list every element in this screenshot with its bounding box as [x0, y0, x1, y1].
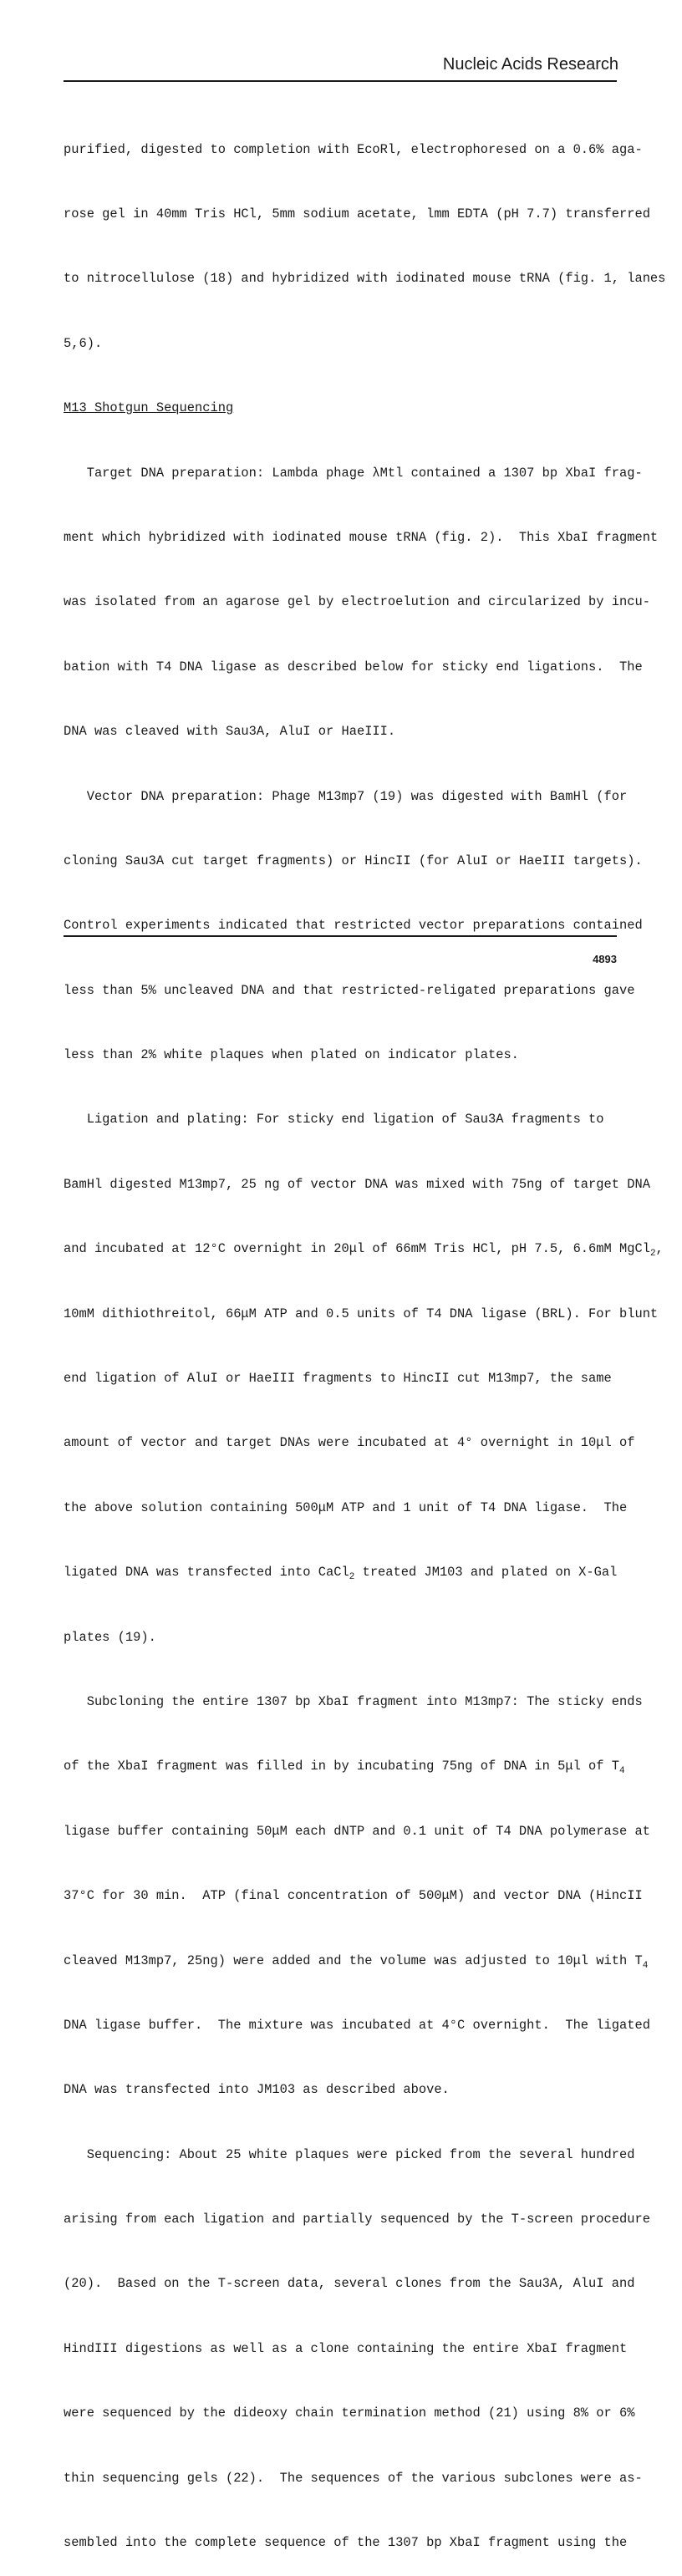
text-line: plates (19).: [64, 1629, 156, 1645]
subscript: 2: [349, 1572, 355, 1583]
text-line: [64, 1756, 625, 1778]
text-line: bation with T4 DNA ligase as described below for sticky end ligations. The: [64, 659, 643, 675]
page-number: 4893: [593, 953, 617, 965]
text-segment: treated JM103 and plated on X-Gal: [354, 1565, 618, 1581]
subscript: 4: [642, 1960, 649, 1971]
text-line: end ligation of AluI or HaeIII fragments to HincII cut M13mp7, the same: [64, 1371, 612, 1387]
text-line: 10mM dithiothreitol, 66μM ATP and 0.5 units of T4 DNA ligase (BRL). For blunt: [64, 1306, 659, 1321]
text-line: [64, 1239, 664, 1260]
text-line: Target DNA preparation: Lambda phage λMtl contained a 1307 bp XbaI frag-: [64, 465, 643, 481]
text-line: to nitrocellulose (18) and hybridized with iodinated mouse tRNA (fig. 1, lanes: [64, 271, 666, 287]
text-line: [64, 1951, 649, 1973]
text-line: purified, digested to completion with EcoRl, electrophoresed on a 0.6% aga-: [64, 141, 643, 157]
text-line: DNA was transfected into JM103 as described above.: [64, 2082, 450, 2098]
subscript: 2: [649, 1249, 656, 1260]
text-line: BamHl digested M13mp7, 25 ng of vector DNA was mixed with 75ng of target DNA: [64, 1176, 650, 1192]
header-rule: [64, 80, 617, 82]
text-line: Sequencing: About 25 white plaques were picked from the several hundred: [64, 2146, 635, 2162]
text-line: ligase buffer containing 50μM each dNTP and 0.1 unit of T4 DNA polymerase at: [64, 1823, 650, 1839]
text-line: DNA was cleaved with Sau3A, AluI or HaeIII.: [64, 724, 396, 740]
text-line: Vector DNA preparation: Phage M13mp7 (19) was digested with BamHl (for: [64, 788, 628, 804]
text-line: amount of vector and target DNAs were incubated at 4° overnight in 10μl of: [64, 1435, 635, 1451]
subscript: 4: [618, 1766, 625, 1777]
text-segment: ,: [655, 1241, 664, 1257]
footer-rule: [64, 935, 617, 937]
text-line: HindIII digestions as well as a clone containing the entire XbaI fragment: [64, 2340, 628, 2356]
section-heading: M13 Shotgun Sequencing: [64, 400, 234, 416]
text-line: 37°C for 30 min. ATP (final concentration of 500μM) and vector DNA (HincII: [64, 1888, 643, 1904]
text-segment: of the XbaI fragment was filled in by incubating 75ng of DNA in 5μl of T: [64, 1759, 619, 1774]
text-line: arising from each ligation and partially sequenced by the T-screen procedure: [64, 2212, 650, 2227]
text-line: Control experiments indicated that restricted vector preparations contained: [64, 918, 643, 934]
text-segment: ligated DNA was transfected into CaCl: [64, 1565, 349, 1581]
text-line: less than 2% white plaques when plated on indicator plates.: [64, 1047, 519, 1063]
text-line: ment which hybridized with iodinated mouse tRNA (fig. 2). This XbaI fragment: [64, 529, 659, 545]
text-line: cloning Sau3A cut target fragments) or HincII (for AluI or HaeIII targets).: [64, 853, 643, 868]
text-line: the above solution containing 500μM ATP and 1 unit of T4 DNA ligase. The: [64, 1499, 628, 1515]
text-line: [64, 1562, 617, 1584]
text-line: 5,6).: [64, 335, 103, 351]
text-line: Ligation and plating: For sticky end ligation of Sau3A fragments to: [64, 1112, 604, 1128]
text-line: Subcloning the entire 1307 bp XbaI fragment into M13mp7: The sticky ends: [64, 1693, 643, 1709]
text-line: were sequenced by the dideoxy chain termination method (21) using 8% or 6%: [64, 2405, 635, 2421]
journal-title: Nucleic Acids Research: [442, 55, 618, 74]
text-segment: and incubated at 12°C overnight in 20μl of 66mM Tris HCl, pH 7.5, 6.6mM MgCl: [64, 1241, 650, 1257]
text-line: sembled into the complete sequence of the 1307 bp XbaI fragment using the: [64, 2535, 628, 2551]
text-line: was isolated from an agarose gel by electroelution and circularized by incu-: [64, 594, 650, 610]
text-line: (20). Based on the T-screen data, several clones from the Sau3A, AluI and: [64, 2276, 635, 2292]
text-segment: cleaved M13mp7, 25ng) were added and the volume was adjusted to 10μl with T: [64, 1952, 643, 1968]
text-line: less than 5% uncleaved DNA and that restricted-religated preparations gave: [64, 982, 635, 998]
text-line: DNA ligase buffer. The mixture was incubated at 4°C overnight. The ligated: [64, 2017, 650, 2033]
text-line: thin sequencing gels (22). The sequences of the various subclones were as-: [64, 2470, 643, 2486]
text-line: rose gel in 40mm Tris HCl, 5mm sodium acetate, lmm EDTA (pH 7.7) transferred: [64, 206, 650, 221]
body-text: [64, 96, 666, 2576]
